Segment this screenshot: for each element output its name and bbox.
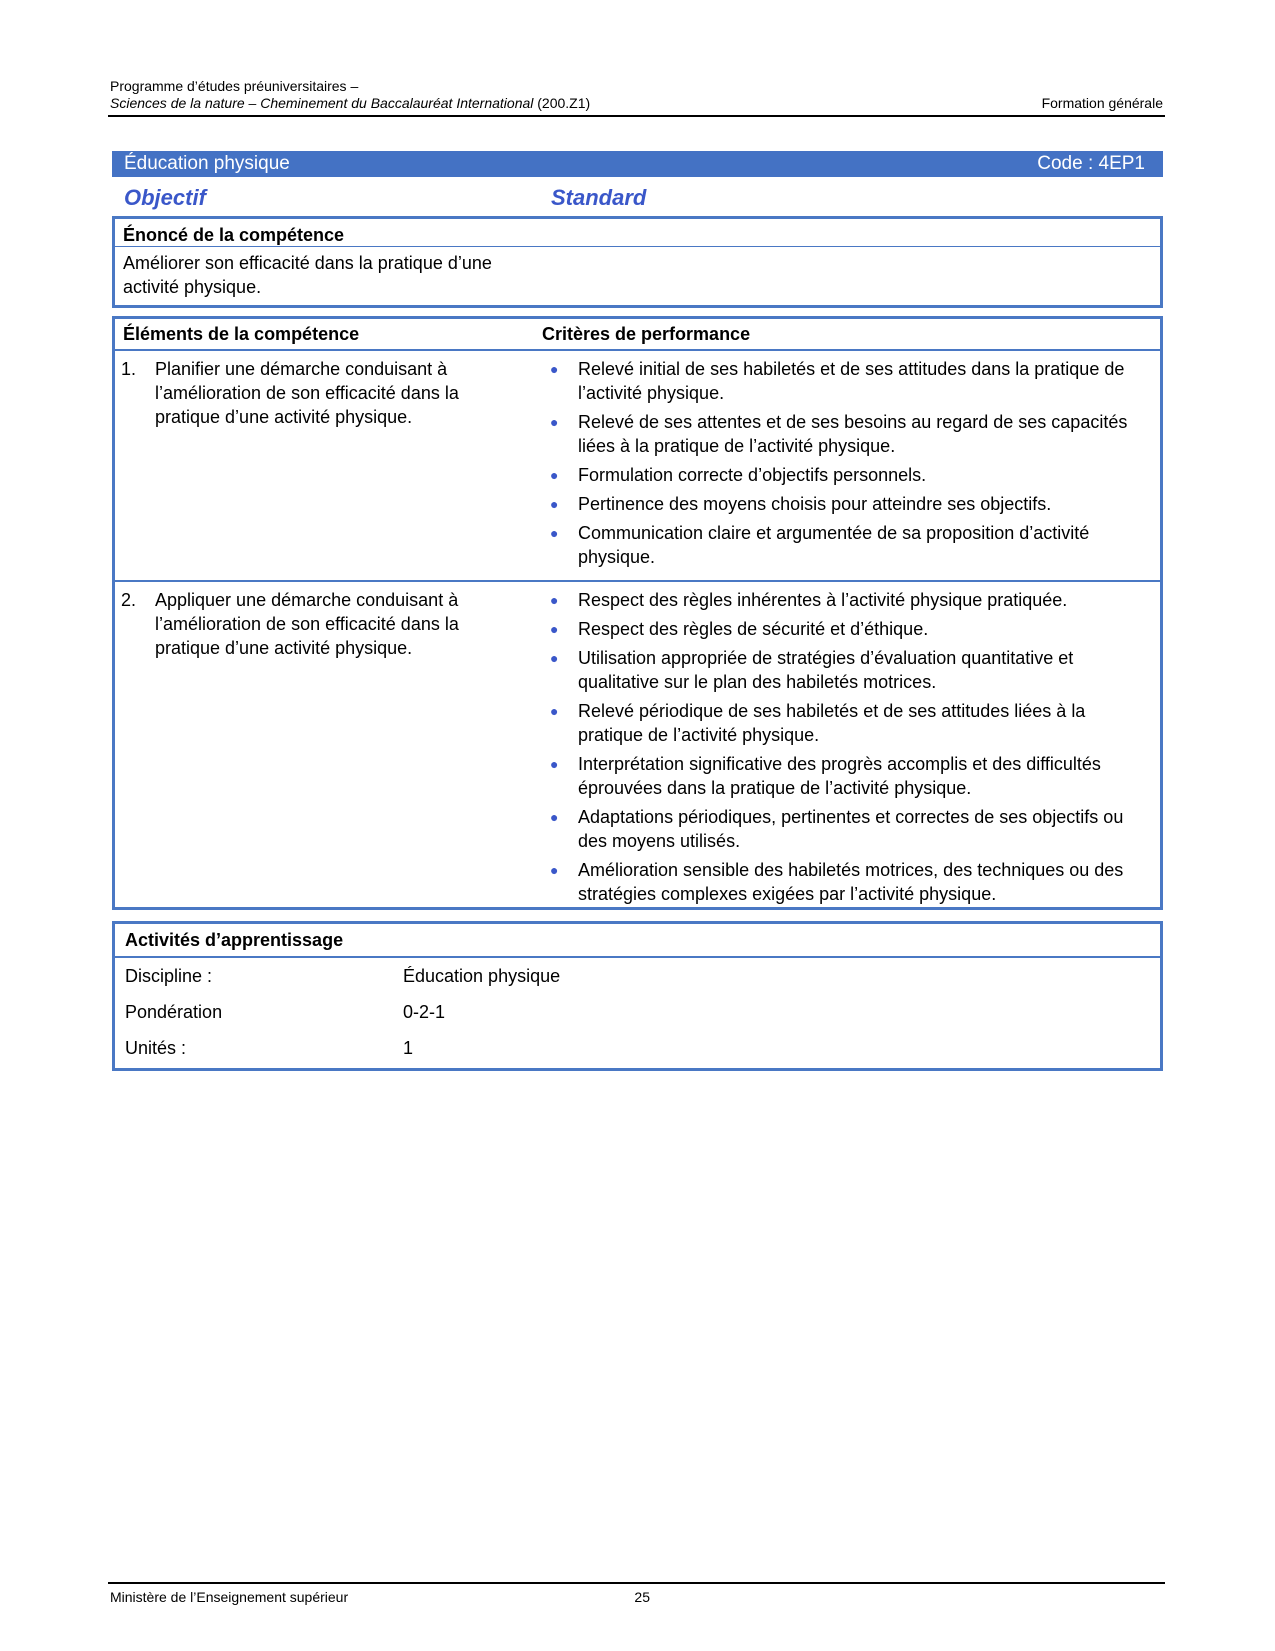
- elements-heading: Éléments de la compétence: [123, 323, 360, 344]
- element-cell: [115, 351, 542, 580]
- element-text: Planifier une démarche conduisant à l’amélioration de son efficacité dans la pratique d’une activité physique.: [155, 359, 459, 427]
- discipline-value: Éducation physique: [403, 965, 561, 986]
- bullet-icon: ●: [550, 496, 559, 512]
- list-item: ● Adaptations périodiques, pertinentes et correctes de ses objectifs ou des moyens utilisés.: [542, 805, 1152, 853]
- list-item: ● Utilisation appropriée de stratégies d’évaluation quantitative et qualitative sur le plan des habiletés motrices.: [542, 646, 1152, 694]
- list-item: ● Respect des règles inhérentes à l’activité physique pratiquée.: [542, 588, 1152, 612]
- list-item: ● Formulation correcte d’objectifs personnels.: [542, 463, 1152, 487]
- course-title: Éducation physique: [124, 153, 290, 174]
- element-number: 2.: [121, 590, 137, 610]
- list-item: ● Communication claire et argumentée de sa proposition d’activité physique.: [542, 521, 1152, 569]
- list-item: ● Amélioration sensible des habiletés motrices, des techniques ou des stratégies complexes exigées par l’activité physique.: [542, 858, 1152, 906]
- element-cell: [115, 582, 542, 917]
- bullet-icon: ●: [550, 414, 559, 430]
- page-number: 25: [634, 1589, 650, 1605]
- objectif-standard-band: [112, 180, 1163, 216]
- page-header: [110, 78, 1163, 112]
- criteria-cell: [542, 351, 1160, 580]
- header-rule: [108, 115, 1165, 117]
- element-text: Appliquer une démarche conduisant à l’amélioration de son efficacité dans la pratique d’une activité physique.: [155, 590, 459, 658]
- course-title-bar: [112, 151, 1163, 177]
- header-line1: Programme d’études préuniversitaires –: [110, 78, 359, 94]
- unites-label: Unités :: [125, 1037, 187, 1058]
- activites-heading: Activités d’apprentissage: [115, 924, 1160, 958]
- enonce-heading: Énoncé de la compétence: [115, 219, 1160, 247]
- list-item: ● Pertinence des moyens choisis pour atteindre ses objectifs.: [542, 492, 1152, 516]
- bullet-icon: ●: [550, 756, 559, 772]
- footer-rule: [108, 1582, 1165, 1584]
- discipline-row: [115, 958, 1160, 994]
- criteria-cell: [542, 582, 1160, 917]
- standard-label: Standard: [551, 185, 647, 210]
- elements-table: [112, 316, 1163, 910]
- list-item: ● Interprétation significative des progrès accomplis et des difficultés éprouvées dans la pratique de l’activité physique.: [542, 752, 1152, 800]
- objectif-label: Objectif: [124, 185, 206, 210]
- header-line2: [110, 94, 1163, 112]
- list-item: ● Respect des règles de sécurité et d’éthique.: [542, 617, 1152, 641]
- ponderation-row: [115, 994, 1160, 1030]
- page-footer: [110, 1589, 650, 1605]
- footer-ministry: Ministère de l’Enseignement supérieur: [110, 1589, 349, 1605]
- criteria-list: [542, 357, 1152, 569]
- elements-table-header: [115, 319, 1160, 351]
- header-right: Formation générale: [1041, 95, 1163, 111]
- criteria-list: [542, 588, 1152, 906]
- header-program-code: (200.Z1): [537, 95, 591, 111]
- enonce-text: Améliorer son efficacité dans la pratique d’une activité physique.: [123, 253, 492, 297]
- list-item: ● Relevé périodique de ses habiletés et de ses attitudes liées à la pratique de l’activité physique.: [542, 699, 1152, 747]
- ponderation-value: 0-2-1: [403, 1001, 446, 1022]
- table-row: [115, 351, 1160, 580]
- table-row: [115, 580, 1160, 917]
- bullet-icon: ●: [550, 361, 559, 377]
- bullet-icon: ●: [550, 467, 559, 483]
- list-item: ● Relevé de ses attentes et de ses besoins au regard de ses capacités liées à la pratique de l’activité physique.: [542, 410, 1152, 458]
- bullet-icon: ●: [550, 650, 559, 666]
- enonce-box: [112, 216, 1163, 308]
- unites-row: [115, 1030, 1160, 1066]
- criteres-heading: Critères de performance: [542, 323, 751, 344]
- ponderation-label: Pondération: [125, 1001, 223, 1022]
- bullet-icon: ●: [550, 703, 559, 719]
- bullet-icon: ●: [550, 809, 559, 825]
- bullet-icon: ●: [550, 592, 559, 608]
- discipline-label: Discipline :: [125, 965, 213, 986]
- bullet-icon: ●: [550, 525, 559, 541]
- bullet-icon: ●: [550, 862, 559, 878]
- header-program: Sciences de la nature – Cheminement du Baccalauréat International (200.Z1): [110, 95, 591, 111]
- element-number: 1.: [121, 359, 137, 379]
- unites-value: 1: [403, 1037, 414, 1058]
- course-code: Code : 4EP1: [1037, 153, 1145, 174]
- activites-box: [112, 921, 1163, 1071]
- list-item: ● Relevé initial de ses habiletés et de ses attitudes dans la pratique de l’activité physique.: [542, 357, 1152, 405]
- bullet-icon: ●: [550, 621, 559, 637]
